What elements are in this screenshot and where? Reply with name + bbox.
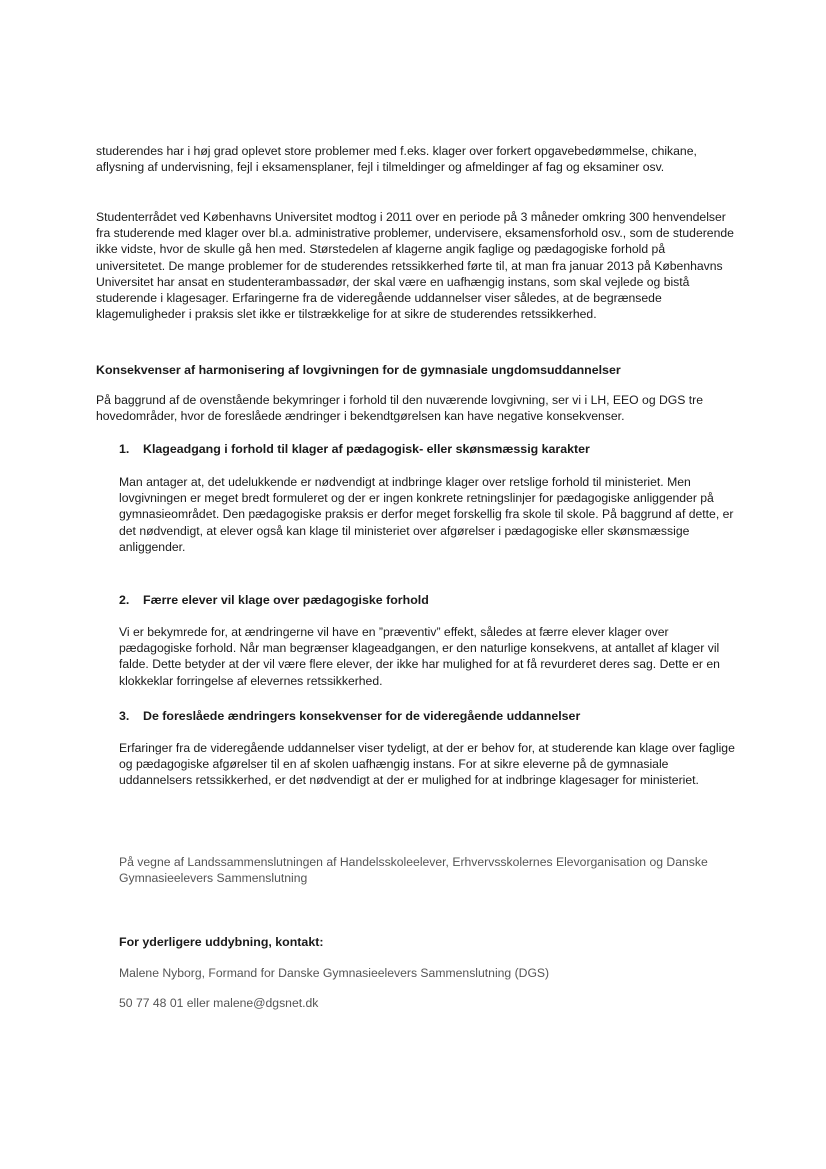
contact-name: Malene Nyborg, Formand for Danske Gymnasieelevers Sammenslutning (DGS) — [119, 966, 550, 980]
on-behalf-text: På vegne af Landssammenslutningen af Handelsskoleelever, Erhvervsskolernes Elevorganisation og Danske Gymnasieelevers Sammenslutning — [119, 855, 708, 886]
contact-heading: For yderligere uddybning, kontakt: — [119, 935, 324, 949]
contact-info: 50 77 48 01 eller malene@dgsnet.dk — [119, 996, 319, 1010]
section-number: 2. — [119, 593, 130, 607]
section-heading-1 — [119, 441, 739, 457]
section-heading-3 — [119, 708, 739, 724]
section-body-3: Erfaringer fra de videregående uddannelser viser tydeligt, at der er behov for, at studerende kan klage over faglige og pædagogiske afgørelser til en af skolen uafhængig instans. For at sikre eleverne på de gymnasiale uddannelsers retssikkerhed, er det nødvendigt at der er mulighed for at indbringe klagesager for ministeriet. — [119, 741, 735, 788]
section-number: 1. — [119, 442, 130, 456]
section-title: Klageadgang i forhold til klager af pædagogisk- eller skønsmæssig karakter — [143, 442, 590, 456]
section-heading-2 — [119, 592, 739, 608]
intro-paragraph: studerendes har i høj grad oplevet store problemer med f.eks. klager over forkert opgavebedømmelse, chikane, aflysning af undervisning, fejl i eksamensplaner, fejl i tilmeldinger og afmeldinger af fag og eksaminer osv. — [96, 144, 697, 175]
section-body-2: Vi er bekymrede for, at ændringerne vil have en ”præventiv” effekt, således at færre elever klager over pædagogiske forhold. Når man begrænser klageadgangen, er den naturlige konsekvens, at antallet af klager vil falde. Dette betyder at der vil være flere elever, der ikke har mulighed for at få revurderet deres sag. Dette er en klokkeklar forringelse af elevernes retssikkerhed. — [119, 625, 720, 688]
main-intro-paragraph: På baggrund af de ovenstående bekymringer i forhold til den nuværende lovgivning, ser vi i LH, EEO og DGS tre hovedområder, hvor de foreslåede ændringer i bekendtgørelsen kan have negative konsekvenser. — [96, 393, 704, 424]
section-title: De foreslåede ændringers konsekvenser for de videregående uddannelser — [143, 709, 581, 723]
section-number: 3. — [119, 709, 130, 723]
studenterraad-paragraph: Studenterrådet ved Københavns Universitet modtog i 2011 over en periode på 3 måneder omkring 300 henvendelser fra studerende med klager over bl.a. administrative problemer, undervisere, eksamensforhold osv., som de studerende ikke vidste, hvor de skulle gå hen med. Størstedelen af klagerne angik faglige og pædagogiske forhold på universitetet. De mange problemer for de studerendes retssikkerhed førte til, at man fra januar 2013 på Københavns Universitet har ansat en studenterambassadør, der skal være en uafhængig instans, som skal vejlede og bistå studerende i klagesager. Erfaringerne fra de videregående uddannelser viser således, at de begrænsede klagemuligheder i praksis slet ikke er tilstrækkelige for at sikre de studerendes retssikkerhed. — [96, 210, 734, 322]
main-heading: Konsekvenser af harmonisering af lovgivningen for de gymnasiale ungdomsuddannelser — [96, 363, 621, 377]
section-title: Færre elever vil klage over pædagogiske forhold — [143, 593, 429, 607]
section-body-1: Man antager at, det udelukkende er nødvendigt at indbringe klager over retslige forhold til ministeriet. Men lovgivningen er meget bredt formuleret og der er ingen konkrete retningslinjer for pædagogiske anliggender på gymnasieområdet. Den pædagogiske praksis er derfor meget forskellig fra skole til skole. På baggrund af dette, er det nødvendigt, at elever også kan klage til ministeriet over afgørelser i pædagogiske eller skønsmæssige anliggender. — [119, 475, 734, 554]
